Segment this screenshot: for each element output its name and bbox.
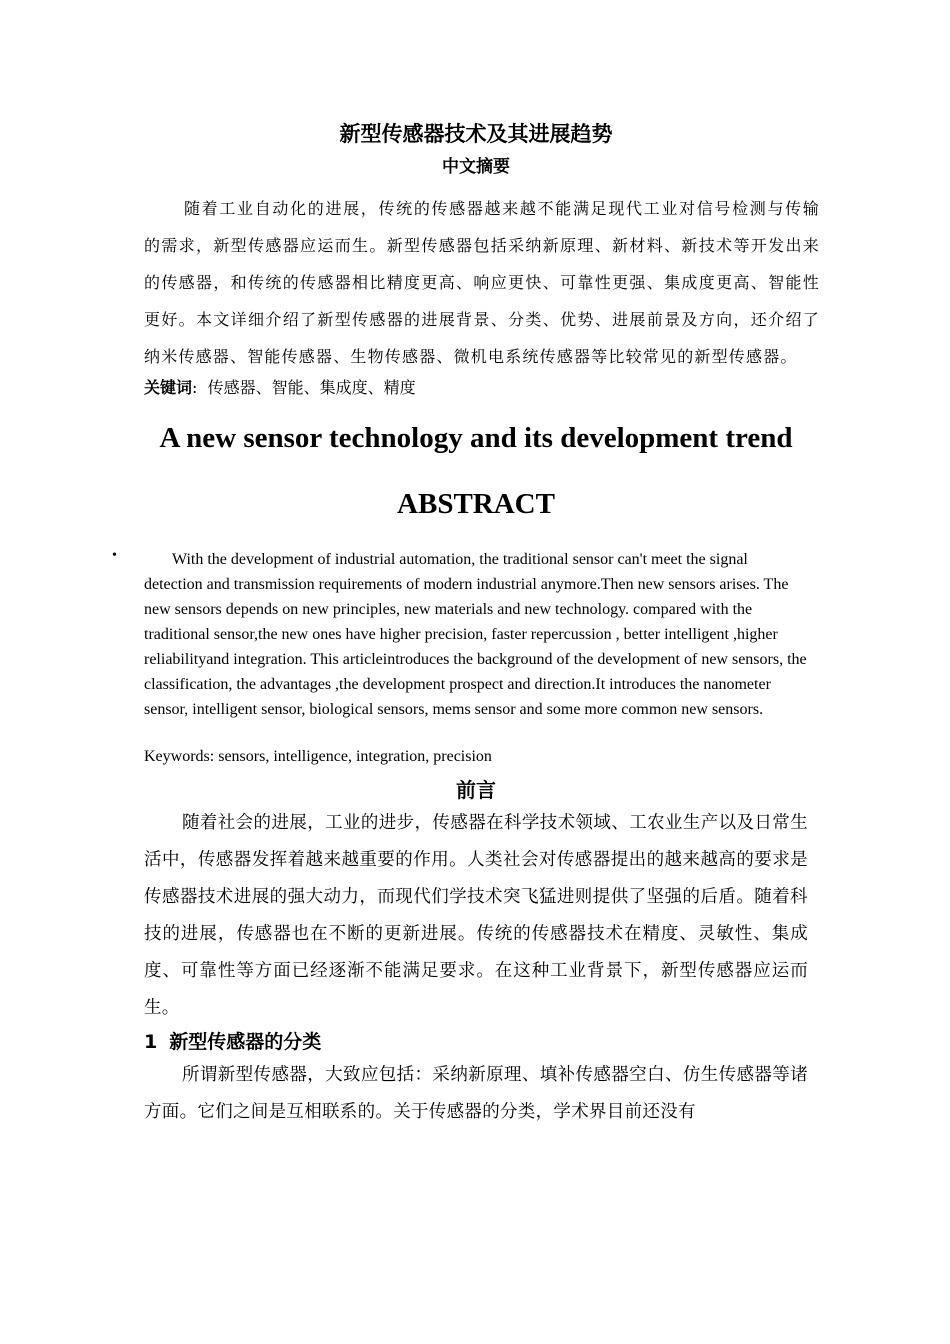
english-title: A new sensor technology and its development trend (159, 422, 793, 454)
chinese-keywords-value: 传感器、智能、集成度、精度 (207, 378, 416, 397)
section-1-number: 1 (144, 1031, 158, 1053)
section-1-heading (144, 1027, 808, 1057)
chinese-title: 新型传感器技术及其进展趋势 (339, 122, 613, 146)
chinese-abstract: 随着工业自动化的进展，传统的传感器越来越不能满足现代工业对信号检测与传输的需求，新型传感器应运而生。新型传感器包括采纳新原理、新材料、新技术等开发出来的传感器，和传统的传感器相比精度更高、响应更快、可靠性更强、集成度更高、智能性更好。本文详细介绍了新型传感器的进展背景、分类、优势、进展前景及方向，还介绍了纳米传感器、智能传感器、生物传感器、微机电系统传感器等比较常见的新型传感器。 (144, 199, 820, 366)
chinese-abstract-heading: 中文摘要 (442, 157, 510, 177)
bullet-icon: • (112, 548, 117, 563)
english-abstract-block (112, 547, 808, 722)
preface-paragraph: 随着社会的进展，工业的进步，传感器在科学技术领域、工农业生产以及日常生活中，传感器发挥着越来越重要的作用。人类社会对传感器提出的越来越高的要求是传感器技术进展的强大动力，而现代们学技术突飞猛进则提供了坚强的后盾。随着科技的进展，传感器也在不断的更新进展。传统的传感器技术在精度、灵敏性、集成度、可靠性等方面已经逐渐不能满足要求。在这种工业背景下，新型传感器应运而生。 (144, 813, 808, 1018)
english-keywords: Keywords: sensors, intelligence, integration, precision (144, 748, 492, 765)
document-content (112, 118, 820, 1131)
section-1-title: 新型传感器的分类 (169, 1031, 322, 1053)
english-abstract: With the development of industrial automation, the traditional sensor can't meet the signal detection and transmission requirements of modern industrial anymore.Then new sensors arises. The new sensors depends on new principles, new materials and new technology. compared with the traditional sensor,the new ones have higher precision, faster repercussion , better intelligent ,higher reliabilityand integration. This articleintroduces the background of the development of new sensors, the classification, the advantages ,the development prospect and direction.It introduces the nanometer sensor, intelligent sensor, biological sensors, mems sensor and some more common new sensors. (144, 551, 807, 718)
chinese-keywords (144, 375, 808, 401)
section-1-paragraph: 所谓新型传感器，大致应包括：采纳新原理、填补传感器空白、仿生传感器等诸方面。它们之间是互相联系的。关于传感器的分类，学术界目前还没有 (144, 1065, 808, 1122)
english-abstract-heading: ABSTRACT (397, 488, 555, 520)
chinese-keywords-label: 关键词 (144, 378, 193, 397)
keywords-colon: : (192, 378, 208, 397)
preface-heading: 前言 (456, 778, 496, 802)
